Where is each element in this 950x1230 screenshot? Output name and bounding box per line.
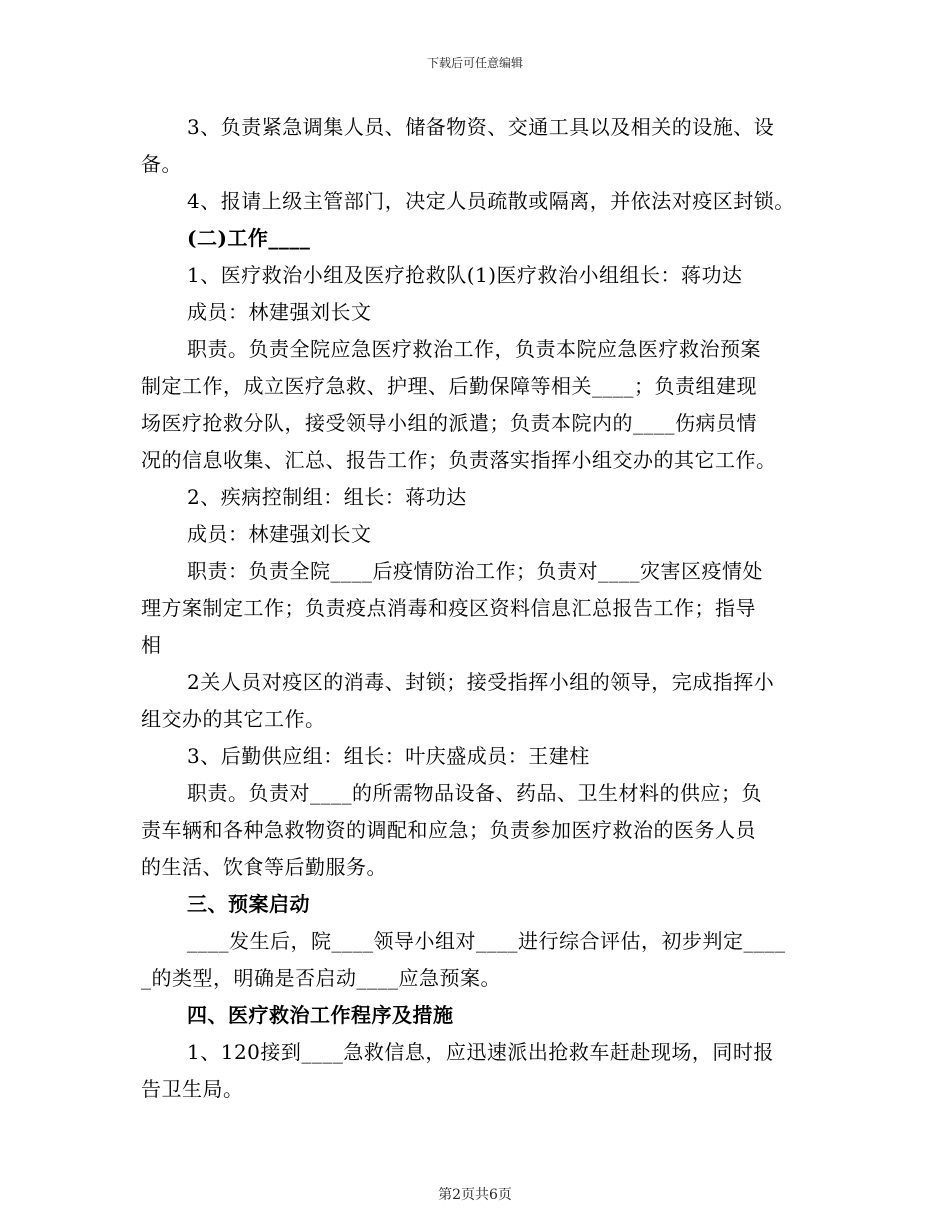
text-line: 告卫生局。: [141, 1077, 244, 1101]
section-heading: 三、预案启动: [187, 892, 310, 916]
text-line: 2、疾病控制组：组长：蒋功达: [187, 485, 467, 509]
text-line: 组交办的其它工作。: [141, 707, 326, 731]
text-line: 场医疗抢救分队，接受领导小组的派遣；负责本院内的____伤病员情: [141, 411, 757, 435]
document-body: [141, 113, 831, 1112]
text-line: 职责。负责全院应急医疗救治工作，负责本院应急医疗救治预案: [187, 337, 761, 361]
text-line: ____发生后，院____领导小组对____进行综合评估，初步判定____: [187, 929, 786, 953]
text-line: 1、医疗救治小组及医疗抢救队(1)医疗救治小组组长：蒋功达: [187, 263, 743, 287]
text-line: 4、报请上级主管部门，决定人员疏散或隔离，并依法对疫区封锁。: [187, 189, 795, 213]
text-line: 的生活、饮食等后勤服务。: [141, 855, 387, 879]
section-heading: (二)工作____: [187, 226, 311, 250]
page-header: 下载后可任意编辑: [426, 56, 523, 70]
page-number: 第2页共6页: [438, 1187, 512, 1203]
text-line: 成员：林建强刘长文: [187, 522, 372, 546]
text-line: 3、负责紧急调集人员、储备物资、交通工具以及相关的设施、设: [187, 115, 775, 139]
text-line: 2关人员对疫区的消毒、封锁；接受指挥小组的领导，完成指挥小: [187, 670, 775, 694]
text-line: 相: [141, 633, 162, 657]
text-line: 责车辆和各种急救物资的调配和应急；负责参加医疗救治的医务人员: [141, 818, 756, 842]
text-line: 1、120接到____急救信息，应迅速派出抢救车赶赴现场，同时报: [187, 1040, 774, 1064]
section-heading: 四、医疗救治工作程序及措施: [187, 1003, 454, 1027]
text-line: 3、后勤供应组：组长：叶庆盛成员：王建柱: [187, 744, 590, 768]
text-line: 职责。负责对____的所需物品设备、药品、卫生材料的供应；负: [187, 781, 762, 805]
text-line: 况的信息收集、汇总、报告工作；负责落实指挥小组交办的其它工作。: [141, 448, 777, 472]
text-line: 制定工作，成立医疗急救、护理、后勤保障等相关____；负责组建现: [141, 374, 757, 398]
text-line: _的类型，明确是否启动____应急预案。: [141, 966, 501, 990]
text-line: 成员：林建强刘长文: [187, 300, 372, 324]
text-line: 理方案制定工作；负责疫点消毒和疫区资料信息汇总报告工作；指导: [141, 596, 756, 620]
text-line: 备。: [141, 152, 182, 176]
text-line: 职责：负责全院____后疫情防治工作；负责对____灾害区疫情处: [187, 559, 763, 583]
